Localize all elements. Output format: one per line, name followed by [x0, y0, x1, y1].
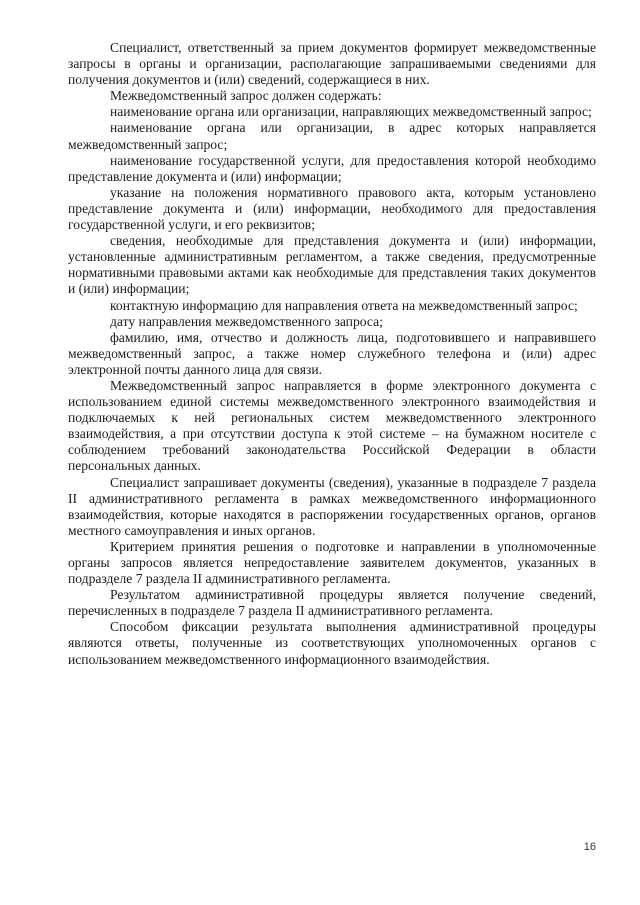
paragraph-item-legal-act: указание на положения нормативного правового акта, которым установлено представление документа и (или) информации, необходимого для предоставления государственной услуги, и его реквизитов; — [68, 184, 596, 233]
paragraph-item-service-name: наименование государственной услуги, для предоставления которой необходимо представление документа и (или) информации; — [68, 152, 596, 184]
paragraph-item-request-date: дату направления межведомственного запроса; — [110, 313, 383, 329]
paragraph-procedure-result: Результатом административной процедуры является получение сведений, перечисленных в подразделе 7 раздела II административного регламента. — [68, 587, 596, 619]
paragraph-intro-requests: Специалист, ответственный за прием документов формирует межведомственные запросы в органы и организации, располагающие запрашиваемыми сведениями для получения документов и (или) сведений, содержащиеся в них. — [68, 40, 596, 88]
paragraph-item-sender-name: наименование органа или организации, направляющих межведомственный запрос; — [110, 104, 592, 120]
paragraph-item-recipient-name: наименование органа или организации, в адрес которых направляется межведомственный запрос; — [68, 120, 596, 152]
paragraph-item-contact-info: контактную информацию для направления ответа на межведомственный запрос; — [110, 297, 578, 313]
paragraph-specialist-requests: Специалист запрашивает документы (сведения), указанные в подразделе 7 раздела II административного регламента в рамках межведомственного информационного взаимодействия, которые находятся в распоряжении государственных органов, органов местного самоуправления и иных органов. — [68, 474, 596, 538]
paragraph-item-required-info: сведения, необходимые для представления документа и (или) информации, установленные административным регламентом, а также сведения, предусмотренные нормативными правовыми актами как необходимые для представления таких документов и (или) информации; — [68, 233, 596, 297]
paragraph-decision-criterion: Критерием принятия решения о подготовке и направлении в уполномоченные органы запросов является непредоставление заявителем документов, указанных в подразделе 7 раздела II административного регламента. — [68, 538, 596, 587]
paragraph-electronic-form: Межведомственный запрос направляется в форме электронного документа с использованием единой системы межведомственного электронного взаимодействия и подключаемых к ней региональных систем межведомственного электронного взаимодействия, а при отсутствии доступа к этой системе – на бумажном носителе с соблюдением требований законодательства Российской Федерации в области персональных данных. — [68, 377, 596, 474]
document-body — [68, 40, 596, 668]
paragraph-item-responsible-person: фамилию, имя, отчество и должность лица, подготовившего и направившего межведомственный запрос, а также номер служебного телефона и (или) адрес электронной почты данного лица для связи. — [68, 329, 596, 377]
paragraph-request-contents-heading: Межведомственный запрос должен содержать: — [110, 88, 382, 104]
paragraph-result-fixation: Способом фиксации результата выполнения административной процедуры являются ответы, полученные из соответствующих уполномоченных органов с использованием межведомственного информационного взаимодействия. — [68, 619, 596, 667]
page-number: 16 — [583, 841, 596, 853]
